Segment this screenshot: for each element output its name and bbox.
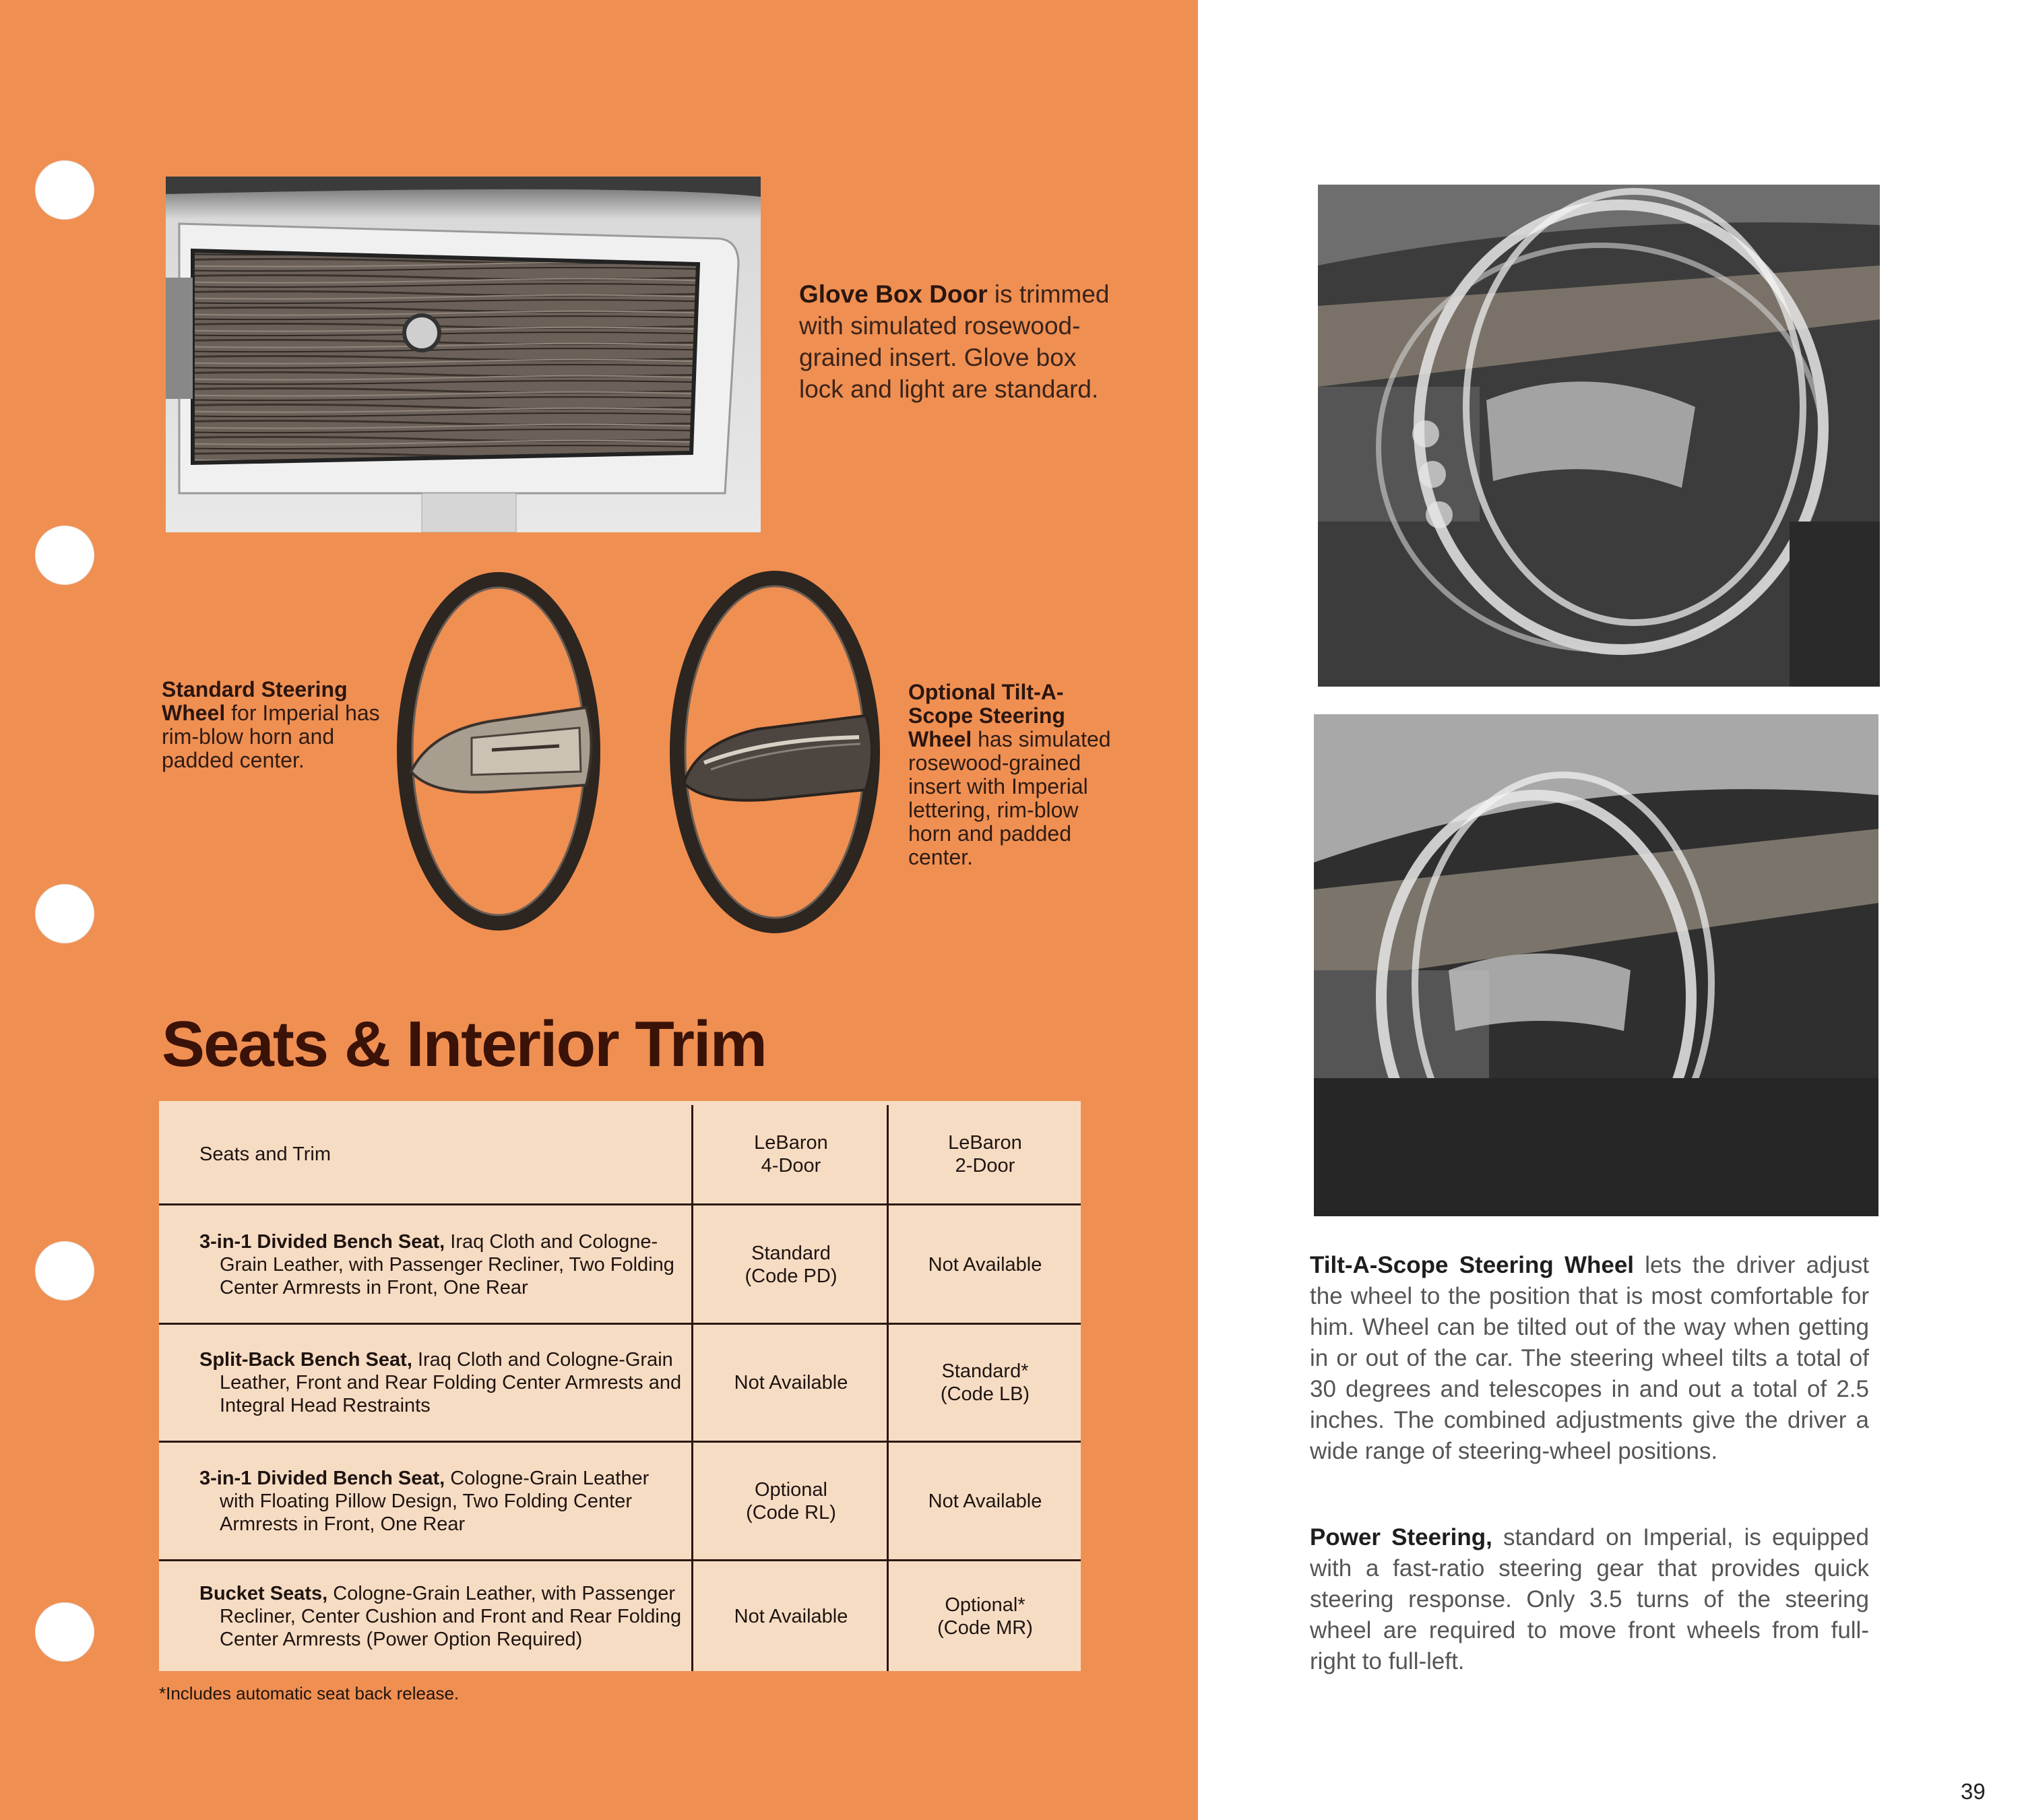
glove-box-photo <box>166 177 761 532</box>
power-paragraph-title: Power Steering, <box>1310 1524 1492 1550</box>
tilt-paragraph-body: lets the driver adjust the wheel to the position that is most comfortable for him. Wheel can be tilted out of the way when getting in or out of the car. The steering wheel tilts a total of 30 degrees and telescopes in and out a total of 2.5 inches. The combined adjustments give the driver a wide range of steering-wheel positions. <box>1310 1252 1869 1464</box>
table-cell-4door <box>697 1206 885 1323</box>
optional-steering-wheel-image <box>664 567 886 937</box>
binder-hole <box>35 1602 94 1662</box>
glove-box-caption <box>799 278 1116 405</box>
table-rule <box>159 1203 1081 1205</box>
standard-wheel-caption-title: Standard Steering Wheel <box>162 677 348 725</box>
section-title: Seats & Interior Trim <box>162 1008 766 1080</box>
power-paragraph-body: standard on Imperial, is equipped with a fast-ratio steering gear that provides quick steering response. Only 3.5 turns of the steering wheel are required to move front wheels from full-right to full-left. <box>1310 1524 1869 1674</box>
optional-wheel-caption-body: has simulated rosewood-grained insert with Imperial lettering, rim-blow horn and padded center. <box>908 727 1111 869</box>
table-header-lebaron-2door <box>891 1105 1079 1203</box>
table-rule <box>691 1105 693 1671</box>
table-cell-4door-value: Optional (Code RL) <box>746 1478 836 1524</box>
row-title: 3-in-1 Divided Bench Seat, <box>199 1467 445 1489</box>
table-row <box>179 1443 685 1559</box>
row-desc: Iraq Cloth and Cologne-Grain Leather, Front and Rear Folding Center Armrests and Integral Head Restraints <box>220 1349 682 1416</box>
standard-wheel-caption <box>162 678 384 772</box>
table-cell-4door <box>697 1443 885 1559</box>
optional-wheel-caption <box>908 681 1117 869</box>
tilt-wheel-photo-2 <box>1314 714 1878 1216</box>
row-desc: Cologne-Grain Leather with Floating Pillow Design, Two Folding Center Armrests in Front, One Rear <box>220 1467 650 1535</box>
table-header-lebaron-4door <box>697 1105 885 1203</box>
table-header-lebaron-2door-label: LeBaron 2-Door <box>948 1132 1022 1176</box>
table-header-seats-and-trim: Seats and Trim <box>199 1143 331 1165</box>
table-cell-2door <box>891 1561 1079 1671</box>
table-cell-4door: Not Available <box>734 1605 848 1627</box>
binder-hole <box>35 1241 94 1300</box>
table-cell-2door-value: Optional* (Code MR) <box>937 1594 1033 1639</box>
table-row <box>179 1325 685 1441</box>
tilt-paragraph-title: Tilt-A-Scope Steering Wheel <box>1310 1252 1635 1278</box>
power-steering-paragraph <box>1310 1522 1869 1677</box>
standard-wheel-caption-body: for Imperial has rim-blow horn and padded center. <box>162 701 380 772</box>
table-header-lebaron-4door-label: LeBaron 4-Door <box>754 1132 828 1176</box>
glove-box-caption-body: is trimmed with simulated rosewood-grained insert. Glove box lock and light are standard. <box>799 280 1110 403</box>
table-cell-2door: Not Available <box>928 1253 1042 1276</box>
table-cell-4door-value: Standard (Code PD) <box>745 1242 838 1287</box>
optional-wheel-caption-title: Optional Tilt-A-Scope Steering Wheel <box>908 680 1065 751</box>
standard-steering-wheel-image <box>391 569 606 933</box>
tilt-a-scope-paragraph <box>1310 1250 1869 1467</box>
glove-box-caption-title: Glove Box Door <box>799 280 988 308</box>
table-cell-2door-value: Standard* (Code LB) <box>940 1360 1030 1405</box>
table-cell-2door: Not Available <box>928 1490 1042 1512</box>
binder-hole <box>35 160 94 220</box>
row-title: Bucket Seats, <box>199 1582 328 1604</box>
footnote: *Includes automatic seat back release. <box>159 1683 460 1703</box>
page-number: 39 <box>1961 1779 1986 1804</box>
table-cell-2door <box>891 1325 1079 1441</box>
row-title: Split-Back Bench Seat, <box>199 1349 412 1371</box>
row-desc: Iraq Cloth and Cologne-Grain Leather, with Passenger Recliner, Two Folding Center Armrests in Front, One Rear <box>220 1230 674 1298</box>
row-title: 3-in-1 Divided Bench Seat, <box>199 1230 445 1253</box>
table-rule <box>887 1105 889 1671</box>
binder-hole <box>35 884 94 943</box>
table-row <box>179 1206 685 1323</box>
table-cell-4door: Not Available <box>734 1372 848 1393</box>
binder-hole <box>35 526 94 585</box>
tilt-wheel-photo-1 <box>1318 185 1880 687</box>
table-row <box>179 1561 685 1671</box>
row-desc: Cologne-Grain Leather, with Passenger Recliner, Center Cushion and Front and Rear Folding Center Armrests (Power Option Required) <box>220 1582 682 1650</box>
